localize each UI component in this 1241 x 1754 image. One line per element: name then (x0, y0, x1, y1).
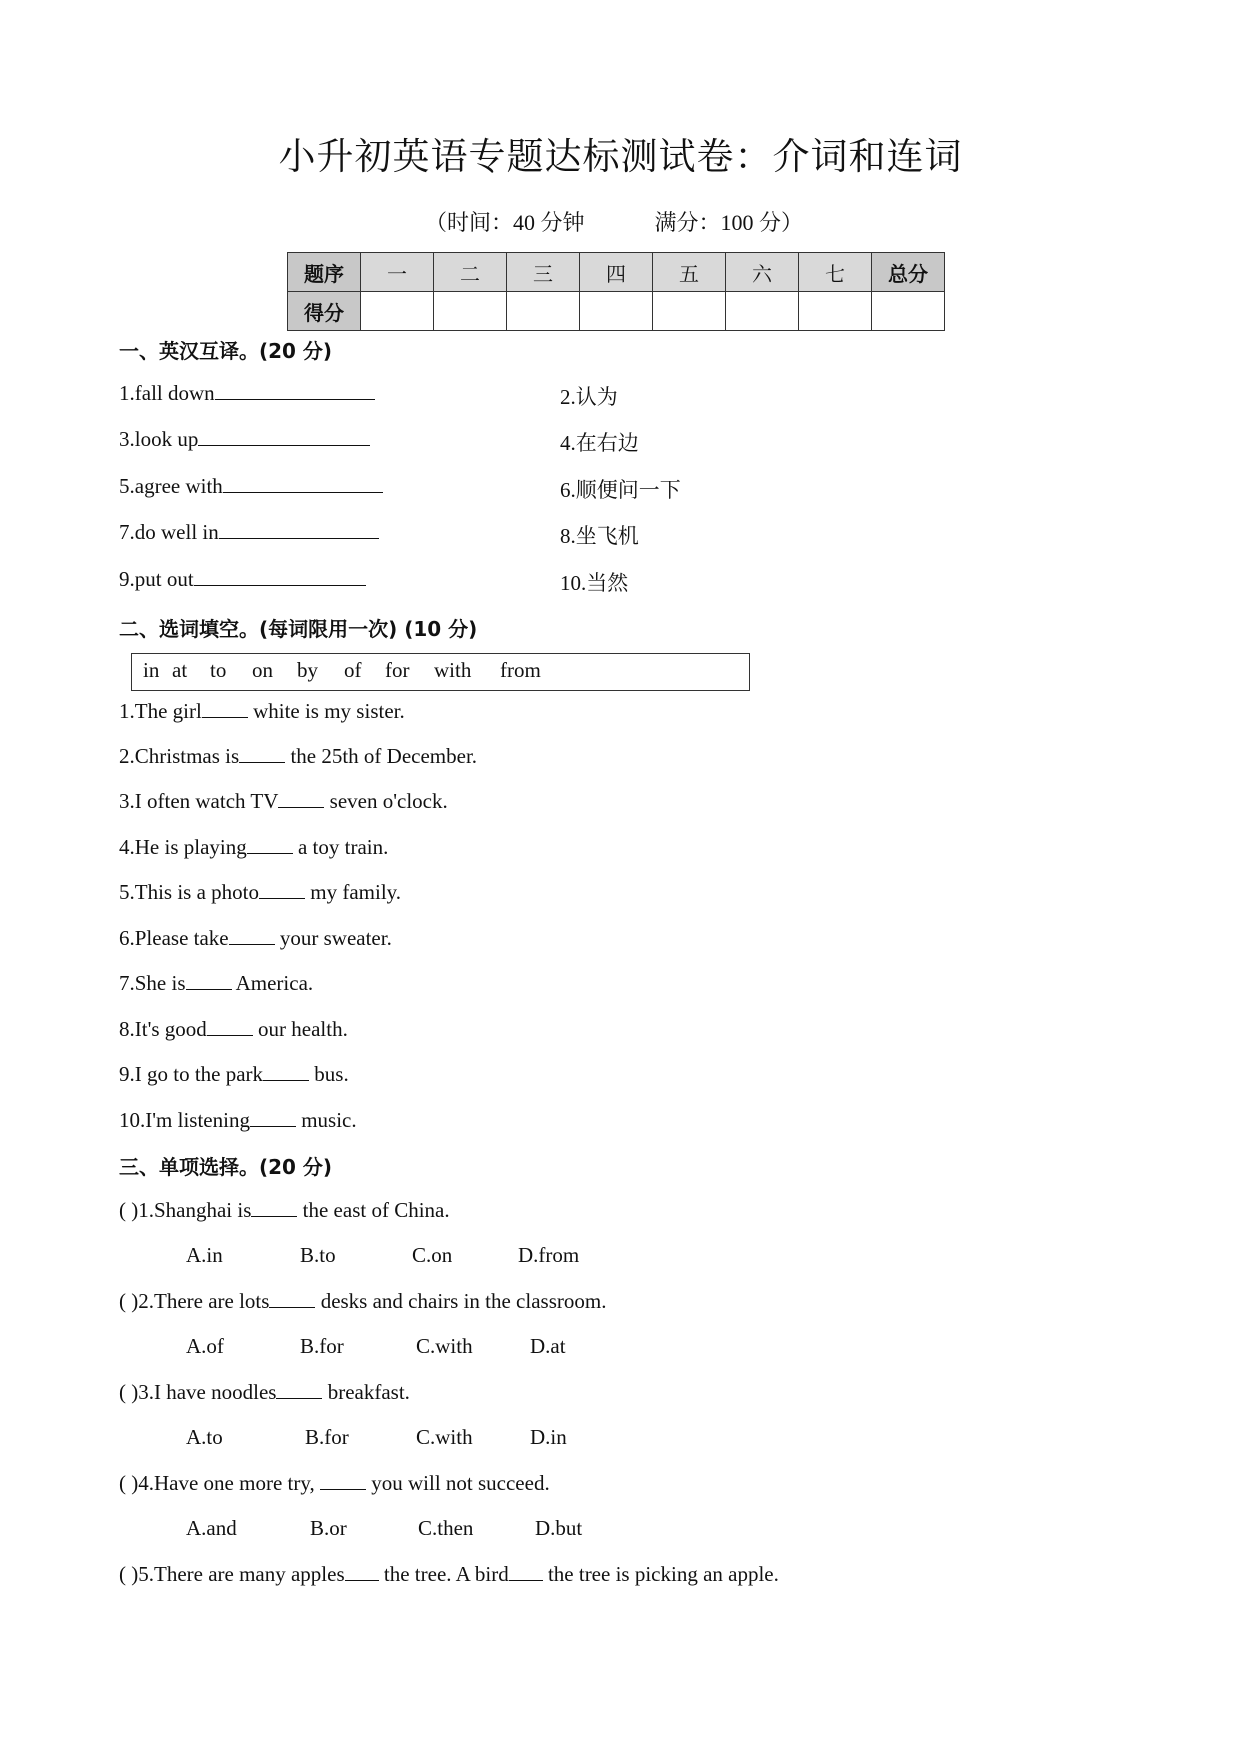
answer-blank[interactable] (278, 789, 324, 808)
word-option: on (252, 658, 273, 682)
translate-item (119, 427, 370, 452)
translate-item (119, 520, 379, 545)
item-text: 5.agree with (119, 474, 223, 498)
mc-option[interactable]: B.to (300, 1243, 336, 1267)
mc-question (119, 1380, 410, 1405)
mc-option[interactable]: B.for (305, 1425, 349, 1449)
answer-blank[interactable] (259, 880, 305, 899)
score-cell[interactable] (872, 292, 945, 331)
fill-item-text: 6.Please take (119, 926, 229, 950)
answer-blank[interactable] (223, 474, 383, 493)
mc-question-text: desks and chairs in the classroom. (315, 1289, 607, 1313)
answer-blank[interactable] (215, 381, 375, 400)
score-header-cell: 总分 (872, 253, 945, 292)
score-row-label: 得分 (288, 292, 361, 331)
word-option: with (434, 658, 472, 682)
fill-item-text: America. (231, 971, 314, 995)
translate-item: 2.认为 (560, 385, 618, 409)
mc-option[interactable]: C.with (416, 1425, 473, 1449)
answer-blank[interactable] (251, 1198, 297, 1217)
fill-item (119, 1062, 349, 1087)
fill-item-text: my family. (305, 880, 402, 904)
mc-option[interactable]: B.for (300, 1334, 344, 1358)
fill-item (119, 744, 477, 769)
mc-option[interactable]: D.at (530, 1334, 566, 1358)
answer-blank[interactable] (250, 1108, 296, 1127)
mc-option[interactable]: C.with (416, 1334, 473, 1358)
answer-blank[interactable] (229, 926, 275, 945)
answer-blank[interactable] (320, 1471, 366, 1490)
fill-item-text: white is my sister. (247, 699, 405, 723)
translate-item: 8.坐飞机 (560, 524, 639, 548)
translate-item (119, 474, 383, 499)
section2-heading: 二、选词填空。(每词限用一次) (10 分) (119, 617, 478, 641)
score-cell[interactable] (580, 292, 653, 331)
item-text: 9.put out (119, 567, 194, 591)
mc-option[interactable]: D.in (530, 1425, 567, 1449)
fill-item-text: 1.The girl (119, 699, 202, 723)
mc-question-text: ( )5.There are many apples (119, 1562, 345, 1586)
answer-blank[interactable] (263, 1062, 309, 1081)
mc-option[interactable]: A.and (186, 1516, 237, 1540)
score-cell[interactable] (434, 292, 507, 331)
word-option: in (143, 658, 160, 682)
mc-option[interactable]: A.in (186, 1243, 223, 1267)
fill-item (119, 880, 401, 905)
translate-item: 4.在右边 (560, 431, 639, 455)
page-title: 小升初英语专题达标测试卷：介词和连词 (278, 135, 963, 178)
answer-blank[interactable] (198, 427, 370, 446)
answer-blank[interactable] (219, 520, 379, 539)
answer-blank[interactable] (247, 835, 293, 854)
mc-question (119, 1289, 606, 1314)
mc-question-text: ( )4.Have one more try, (119, 1471, 320, 1495)
section3-heading: 三、单项选择。(20 分) (119, 1155, 333, 1179)
word-option: from (500, 658, 541, 682)
item-text: 1.fall down (119, 381, 215, 405)
word-bank (131, 653, 750, 691)
mc-question (119, 1562, 779, 1587)
answer-blank[interactable] (509, 1562, 543, 1581)
fill-item-text: music. (295, 1108, 357, 1132)
translate-item: 10.当然 (560, 571, 629, 595)
item-text: 7.do well in (119, 520, 219, 544)
fill-item-text: 2.Christmas is (119, 744, 240, 768)
mc-question-text: ( )1.Shanghai is (119, 1198, 252, 1222)
score-header-cell: 五 (653, 253, 726, 292)
fill-item (119, 699, 405, 724)
fill-item (119, 789, 448, 814)
fill-item-text: our health. (252, 1017, 348, 1041)
mc-question-text: ( )2.There are lots (119, 1289, 270, 1313)
fill-item-text: 10.I'm listening (119, 1108, 250, 1132)
mc-option[interactable]: C.on (412, 1243, 453, 1267)
score-table-header-row (288, 253, 945, 292)
section1-heading: 一、英汉互译。(20 分) (119, 339, 333, 363)
fill-item-text: 4.He is playing (119, 835, 247, 859)
translate-item (119, 567, 366, 592)
mc-question-text: breakfast. (322, 1380, 410, 1404)
score-cell[interactable] (507, 292, 580, 331)
time-limit: （时间：40 分钟 (425, 210, 585, 235)
answer-blank[interactable] (269, 1289, 315, 1308)
answer-blank[interactable] (207, 1017, 253, 1036)
score-table (287, 252, 945, 331)
answer-blank[interactable] (239, 744, 285, 763)
exam-info (425, 206, 803, 237)
mc-question-text: the east of China. (297, 1198, 450, 1222)
score-cell[interactable] (653, 292, 726, 331)
mc-option[interactable]: C.then (418, 1516, 474, 1540)
score-header-cell: 题序 (288, 253, 361, 292)
answer-blank[interactable] (186, 971, 232, 990)
fill-item (119, 971, 313, 996)
score-cell[interactable] (799, 292, 872, 331)
fill-item-text: seven o'clock. (324, 789, 448, 813)
mc-question-text: ( )3.I have noodles (119, 1380, 277, 1404)
fill-item (119, 1017, 348, 1042)
score-table-score-row (288, 292, 945, 331)
answer-blank[interactable] (345, 1562, 379, 1581)
fill-item-text: 9.I go to the park (119, 1062, 264, 1086)
answer-blank[interactable] (276, 1380, 322, 1399)
fill-item-text: your sweater. (274, 926, 392, 950)
fill-item-text: 7.She is (119, 971, 186, 995)
mc-option[interactable]: A.of (186, 1334, 224, 1358)
mc-option[interactable]: D.but (535, 1516, 583, 1540)
score-header-cell: 三 (507, 253, 580, 292)
item-text: 3.look up (119, 427, 199, 451)
word-option: of (344, 658, 362, 682)
mc-question (119, 1471, 550, 1496)
fill-item-text: a toy train. (292, 835, 389, 859)
word-option: at (172, 658, 188, 682)
translate-item (119, 381, 375, 406)
score-header-cell: 六 (726, 253, 799, 292)
fill-item-text: bus. (309, 1062, 349, 1086)
score-header-cell: 四 (580, 253, 653, 292)
full-score: 满分：100 分） (654, 210, 804, 235)
mc-option[interactable]: D.from (518, 1243, 580, 1267)
fill-item (119, 1108, 357, 1133)
score-header-cell: 二 (434, 253, 507, 292)
fill-item-text: the 25th of December. (285, 744, 478, 768)
mc-option[interactable]: A.to (186, 1425, 223, 1449)
score-cell[interactable] (361, 292, 434, 331)
mc-question-text: the tree is picking an apple. (542, 1562, 779, 1586)
score-header-cell: 七 (799, 253, 872, 292)
mc-question-text: the tree. A bird (378, 1562, 509, 1586)
mc-option[interactable]: B.or (310, 1516, 347, 1540)
score-header-cell: 一 (361, 253, 434, 292)
fill-item-text: 5.This is a photo (119, 880, 259, 904)
answer-blank[interactable] (202, 699, 248, 718)
word-option: for (385, 658, 410, 682)
fill-item-text: 3.I often watch TV (119, 789, 279, 813)
fill-item (119, 926, 392, 951)
word-option: to (210, 658, 227, 682)
mc-question-text: you will not succeed. (365, 1471, 550, 1495)
word-option: by (297, 658, 318, 682)
translate-item: 6.顺便问一下 (560, 478, 681, 502)
fill-item-text: 8.It's good (119, 1017, 207, 1041)
mc-question (119, 1198, 450, 1223)
score-cell[interactable] (726, 292, 799, 331)
fill-item (119, 835, 388, 860)
answer-blank[interactable] (194, 567, 366, 586)
